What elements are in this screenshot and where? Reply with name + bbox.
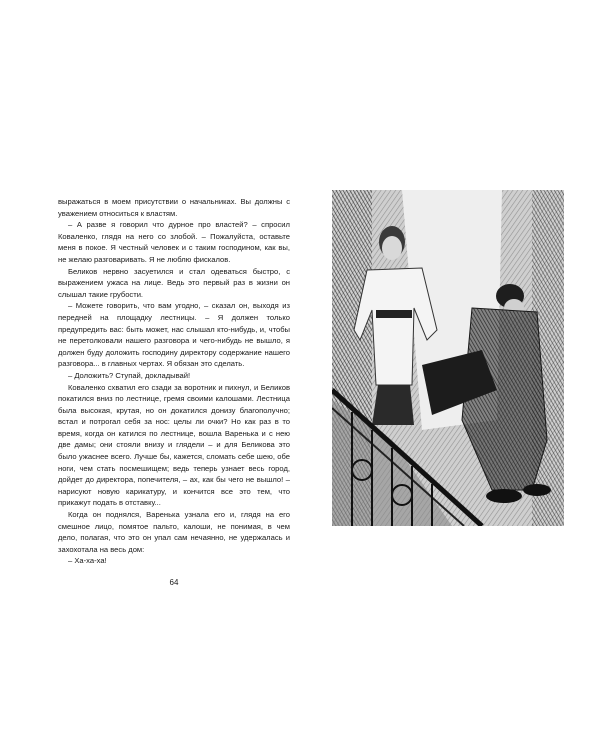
story-text xyxy=(58,196,290,567)
paragraph: Беликов нервно засуетился и стал одеваться быстро, с выражением ужаса на лице. Ведь это первый раз в жизни он слышал такие грубости. xyxy=(58,266,290,299)
illustration-drawing xyxy=(332,190,564,526)
paragraph: – Доложить? Ступай, докладывай! xyxy=(68,370,191,380)
staircase-illustration xyxy=(332,190,564,526)
paragraph: – А разве я говорил что дурное про властей? – спросил Коваленко, глядя на него со злобой. – Пожалуйста, оставьте меня в покое. Я честный человек и с таким господином, как вы, не желаю разговаривать. Я не люблю фискалов. xyxy=(58,220,290,264)
page-number: 64 xyxy=(169,578,179,587)
paragraph: выражаться в моем присутствии о начальниках. Вы должны с уважением относиться к властям. xyxy=(58,197,290,218)
paragraph: Коваленко схватил его сзади за воротник и пихнул, и Беликов покатился вниз по лестнице, гремя своими калошами. Лестница была высокая, крутая, но он докатился донизу благополучно; встал и потрогал себя за нос: целы ли очки? Но как раз в то время, когда он катился по лестнице, вошла Варенька и с нею две дамы; они стояли внизу и глядели – и для Беликова это было ужаснее всего. Лучше бы, кажется, сломать себе шею, обе ноги, чем стать посмешищем; ведь теперь узнает весь город, дойдет до директора, попечителя, – ах, как бы чего не вышло! – нарисуют новую карикатуру, и кончится все это тем, что прикажут подать в отставку... xyxy=(58,382,290,508)
paragraph: Когда он поднялся, Варенька узнала его и, глядя на его смешное лицо, помятое пальто, калоши, не понимая, в чем дело, полагая, что это он упал сам нечаянно, не удержалась и захохотала на весь дом: xyxy=(58,510,290,554)
paragraph: – Ха-ха-ха! xyxy=(68,556,107,566)
paragraph: – Можете говорить, что вам угодно, – сказал он, выходя из передней на площадку лестницы. – Я должен только предупредить вас: быть может, нас слышал кто-нибудь, и, чтобы не перетолковали нашего разговора и чего-нибудь не вышло, я должен буду доложить господину директору содержание нашего разговора... в главных чертах. Я обязан это сделать. xyxy=(58,301,290,369)
